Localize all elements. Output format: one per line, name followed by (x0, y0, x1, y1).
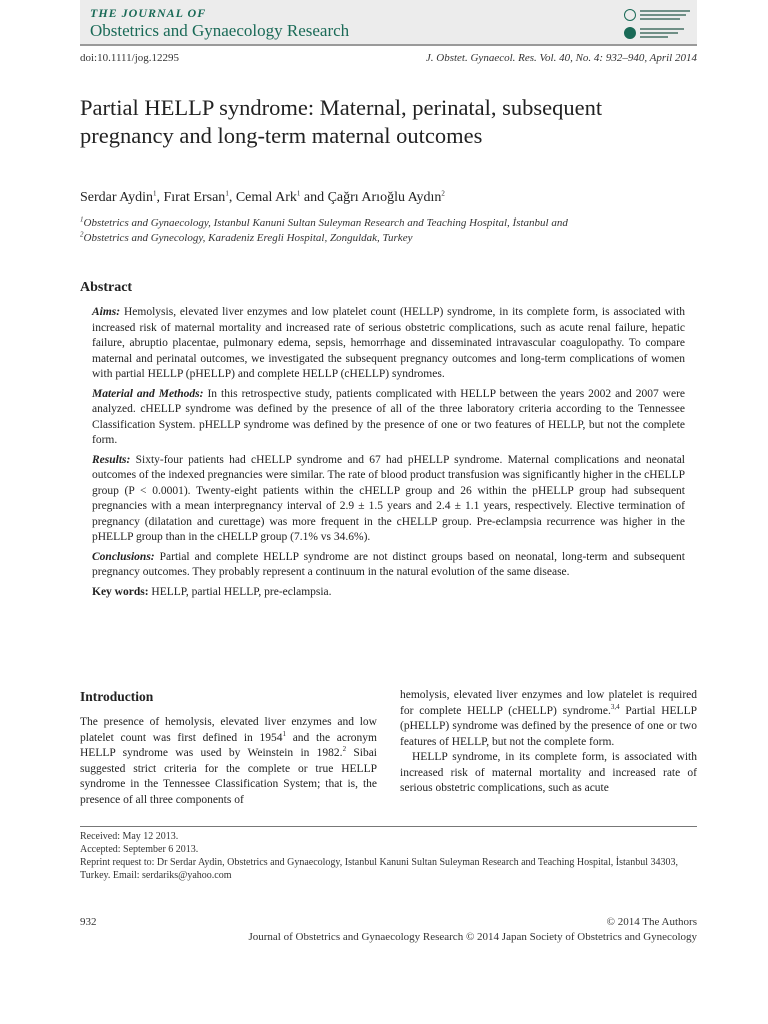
copyright-authors: © 2014 The Authors (606, 916, 697, 928)
received-date: Received: May 12 2013. (80, 831, 179, 842)
abstract-aims: Aims: Hemolysis, elevated liver enzymes and low platelet count (HELLP) syndrome, in its complete form, is associated with increased risk of maternal mortality and increased rate of serious obstetric complications, such as acute renal failure, hepatic failure, abruptio placentae, pulmonary edema, sepsis, hemorrhage and disseminated intravascular coagulopathy. To compare maternal and perinatal outcomes, we investigated the subsequent pregnancy outcomes and long-term complications of women with partial HELLP (pHELLP) and complete HELLP (cHELLP) syndromes. (92, 306, 686, 380)
reference-marker[interactable]: 3,4 (610, 702, 620, 711)
jsog-seal-icon (624, 27, 636, 39)
reference-marker[interactable]: 2 (342, 745, 347, 754)
intro-paragraph: hemolysis, elevated liver enzymes and low platelet is required for complete HELLP (cHELLP) syndrome.$^{3,4}$ Partial HELLP (pHELLP) syndrome was defined by the presence of one or two features of HELLP, but not the complete form. (400, 689, 697, 748)
copyright-journal: Journal of Obstetrics and Gynaecology Research © 2014 Japan Society of Obstetrics and Gynecology (248, 931, 697, 943)
affiliation-2: $^2$Obstetrics and Gynecology, Karadeniz Eregli Hospital, Zonguldak, Turkey (80, 230, 413, 244)
reprint-request: Reprint request to: Dr Serdar Aydin, Obstetrics and Gynaecology, Istanbul Kanuni Sultan Suleyman Research and Teaching Hospital, İstanbul 34303, Turkey. Email: serdariks@yahoo.com (80, 857, 678, 881)
banner-divider (80, 44, 697, 46)
author-name: Çağrı Arıoğlu Aydın (327, 190, 442, 205)
author-list: Serdar Aydin$^1$, Fırat Ersan$^1$, Cemal Ark$^1$ and Çağrı Arıoğlu Aydın$^2$ (80, 189, 445, 205)
author-name: Serdar Aydin (80, 190, 153, 205)
intro-left-column (80, 688, 377, 808)
footnotes (80, 830, 697, 882)
intro-right-column (400, 688, 697, 797)
citation: J. Obstet. Gynaecol. Res. Vol. 40, No. 4: 932–940, April 2014 (425, 52, 697, 64)
abstract-results: Results: Sixty-four patients had cHELLP syndrome and 67 had pHELLP syndrome. Maternal complications and neonatal outcomes of the indexed pregnancies were similar. The rate of blood product transfusion was significantly higher in the cHELLP group (P < 0.0001). Twenty-eight patients within the cHELLP group and 26 within the pHELLP group had subsequent pregnancies with a mean interpregnancy interval of 2.9 ± 1.5 years and 2.4 ± 1.1 years, respectively. Elective termination of pregnancy (dilatation and curettage) was more frequent in the cHELLP group. Pre-eclampsia recurrence was higher in the pHELLP group than in the cHELLP group (7.1% vs 34.6%). (92, 453, 686, 543)
doi-link[interactable]: doi:10.1111/jog.12295 (80, 52, 179, 64)
abstract-heading: Abstract (80, 280, 133, 295)
footnote-divider (80, 826, 697, 827)
page-number: 932 (80, 916, 97, 928)
author-name: Cemal Ark (235, 190, 297, 205)
abstract-body (92, 305, 685, 604)
abstract-keywords: Key words: HELLP, partial HELLP, pre-eclampsia. (92, 585, 332, 598)
journal-of-label: THE JOURNAL OF (90, 6, 207, 20)
abstract-conclusions: Conclusions: Partial and complete HELLP syndrome are not distinct groups based on neonatal, long-term and subsequent pregnancy outcomes. They probably represent a continuum in the natural evolution of the same disease. (92, 550, 685, 578)
introduction-heading: Introduction (80, 689, 154, 704)
accepted-date: Accepted: September 6 2013. (80, 844, 199, 855)
journal-name: Obstetrics and Gynaecology Research (90, 21, 350, 40)
author-name: Fırat Ersan (163, 190, 226, 205)
article-title: Partial HELLP syndrome: Maternal, perinatal, subsequent pregnancy and long-term maternal outcomes (80, 95, 603, 148)
reference-marker[interactable]: 1 (282, 729, 286, 738)
abstract-methods: Material and Methods: In this retrospective study, patients complicated with HELLP between the years 2002 and 2007 were analyzed. cHELLP syndrome was defined by the presence of all of the three laboratory criteria according to the Tennessee Classification System. pHELLP syndrome was defined by the presence of one or two features of HELLP, but not the complete form. (92, 387, 686, 446)
intro-paragraph: HELLP syndrome, in its complete form, is associated with increased risk of maternal mortality and increased rate of serious obstetric complications, such as acute (400, 751, 697, 794)
intro-paragraph: The presence of hemolysis, elevated liver enzymes and low platelet count was first defined in 1954$^1$ and the acronym HELLP syndrome was used by Weinstein in 1982.$^2$ Sibai suggested strict criteria for the complete or true HELLP syndrome in the Tennessee Classification System; that is, the presence of all three components of (80, 716, 377, 806)
society-seal-icon (624, 9, 636, 21)
affiliation-1: $^1$Obstetrics and Gynaecology, Istanbul Kanuni Sultan Suleyman Research and Teaching Hospital, İstanbul and (80, 215, 568, 229)
society-logos (624, 6, 696, 42)
